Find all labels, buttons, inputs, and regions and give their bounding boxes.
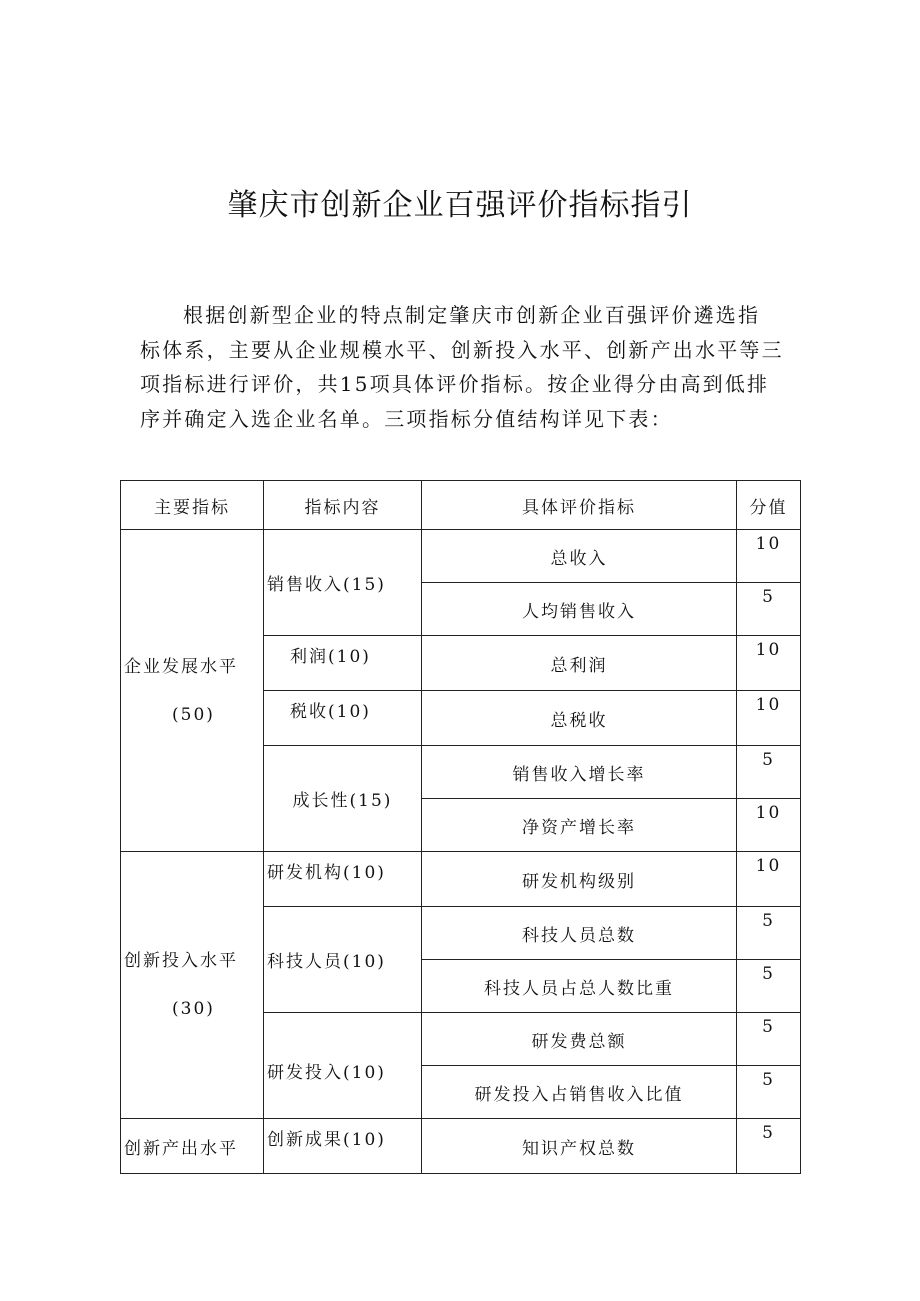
main-indicator-label: 创新投入水平 — [124, 951, 238, 971]
main-indicator-label: 企业发展水平 — [124, 656, 238, 677]
indicator-table — [120, 480, 801, 1174]
content-cell: 科技人员(10) — [264, 907, 422, 1013]
score-cell: 10 — [737, 852, 801, 907]
table-row — [121, 530, 801, 583]
content-cell: 利润(10) — [264, 636, 422, 691]
main-indicator-cell — [121, 530, 264, 852]
main-indicator-cell: 创新产出水平 — [121, 1119, 264, 1174]
specific-indicator: 科技人员总数 — [422, 907, 737, 960]
score-cell: 5 — [737, 1066, 801, 1119]
header-specific-indicator: 具体评价指标 — [422, 481, 737, 530]
score-cell: 5 — [737, 960, 801, 1013]
table-row — [121, 1119, 801, 1174]
intro-paragraph — [140, 298, 805, 436]
score-cell: 10 — [737, 636, 801, 691]
score-cell: 5 — [737, 746, 801, 799]
specific-indicator: 科技人员占总人数比重 — [422, 960, 737, 1013]
score-cell: 5 — [737, 907, 801, 960]
specific-indicator: 销售收入增长率 — [422, 746, 737, 799]
page-title: 肇庆市创新企业百强评价指标指引 — [227, 188, 693, 223]
content-cell: 销售收入(15) — [264, 530, 422, 636]
main-indicator-weight: (50) — [172, 704, 215, 725]
paragraph-line: 根据创新型企业的特点制定肇庆市创新企业百强评价遴选指 — [183, 303, 761, 327]
specific-indicator: 研发机构级别 — [422, 852, 737, 907]
main-indicator-cell — [121, 852, 264, 1119]
score-cell: 10 — [737, 691, 801, 746]
score-cell: 5 — [737, 583, 801, 636]
content-cell: 研发机构(10) — [264, 852, 422, 907]
score-cell: 5 — [737, 1013, 801, 1066]
specific-indicator: 研发投入占销售收入比值 — [422, 1066, 737, 1119]
paragraph-line: 标体系，主要从企业规模水平、创新投入水平、创新产出水平等三 — [140, 337, 784, 362]
content-cell: 税收(10) — [264, 691, 422, 746]
specific-indicator: 总税收 — [422, 691, 737, 746]
score-cell: 5 — [737, 1119, 801, 1174]
specific-indicator: 知识产权总数 — [422, 1119, 737, 1174]
header-score: 分值 — [737, 481, 801, 530]
content-cell: 创新成果(10) — [264, 1119, 422, 1174]
table-header-row — [121, 481, 801, 530]
header-indicator-content: 指标内容 — [264, 481, 422, 530]
specific-indicator: 净资产增长率 — [422, 799, 737, 852]
specific-indicator: 研发费总额 — [422, 1013, 737, 1066]
specific-indicator: 人均销售收入 — [422, 583, 737, 636]
specific-indicator: 总收入 — [422, 530, 737, 583]
paragraph-line: 项指标进行评价，共15项具体评价指标。按企业得分由高到低排 — [140, 372, 770, 396]
paragraph-line: 序并确定入选企业名单。三项指标分值结构详见下表： — [140, 406, 673, 431]
table-row — [121, 852, 801, 907]
score-cell: 10 — [737, 799, 801, 852]
main-indicator-weight: (30) — [172, 999, 215, 1019]
header-main-indicator: 主要指标 — [121, 481, 264, 530]
score-cell: 10 — [737, 530, 801, 583]
specific-indicator: 总利润 — [422, 636, 737, 691]
content-cell: 研发投入(10) — [264, 1013, 422, 1119]
content-cell: 成长性(15) — [264, 746, 422, 852]
